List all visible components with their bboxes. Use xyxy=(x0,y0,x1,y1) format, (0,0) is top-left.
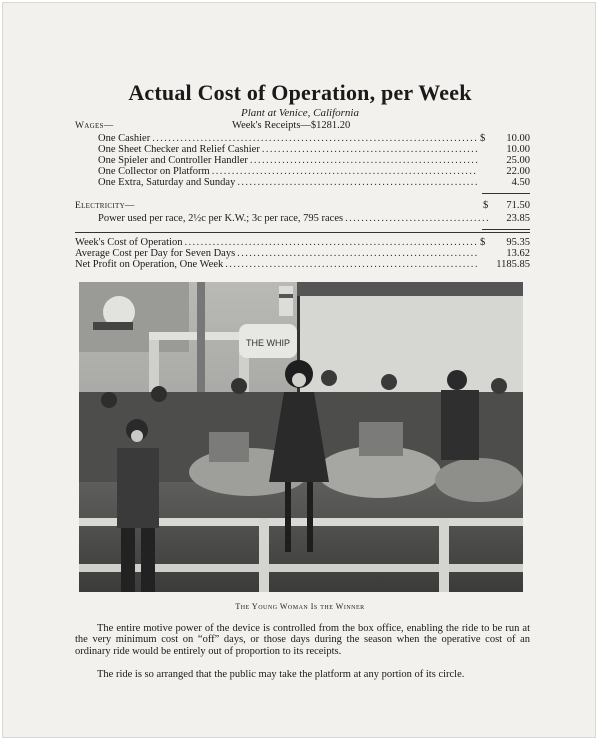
summary-amount: 1185.85 xyxy=(496,259,530,270)
leader-dots xyxy=(152,133,478,144)
electricity-label: Power used per race, 2½c per K.W.; 3c per race, 795 races xyxy=(98,213,344,224)
whip-sign-text: THE WHIP xyxy=(246,338,290,348)
summary-row-average-cost xyxy=(75,248,490,259)
leader-dots xyxy=(262,144,478,155)
wages-total-currency: $ xyxy=(483,200,489,211)
wage-amount: 25.00 xyxy=(506,155,530,166)
summary-amount: 13.62 xyxy=(506,248,530,259)
total-rule-1 xyxy=(482,229,530,230)
wage-amount: 10.00 xyxy=(506,144,530,155)
subtotal-rule xyxy=(482,193,530,194)
wage-label: One Sheet Checker and Relief Cashier xyxy=(98,144,260,155)
wage-label: One Cashier xyxy=(98,133,151,144)
wages-total: 71.50 xyxy=(506,200,530,211)
wage-amount: 4.50 xyxy=(511,177,530,188)
wage-label: One Extra, Saturday and Sunday xyxy=(98,177,236,188)
photo-caption: The Young Woman Is the Winner xyxy=(235,602,365,611)
wage-row-extra xyxy=(98,177,490,188)
wage-label: One Collector on Platform xyxy=(98,166,210,177)
page-title: Actual Cost of Operation, per Week xyxy=(128,80,472,105)
currency-sign: $ xyxy=(480,133,486,144)
total-rule-2 xyxy=(75,232,530,233)
electricity-amount: 23.85 xyxy=(506,213,530,224)
weeks-receipts: Week's Receipts—$1281.20 xyxy=(232,120,351,131)
summary-label: Average Cost per Day for Seven Days xyxy=(75,248,236,259)
wage-amount: 22.00 xyxy=(506,166,530,177)
leader-dots xyxy=(212,166,478,177)
leader-dots xyxy=(237,248,478,259)
body-paragraph-2: The ride is so arranged that the public may take the platform at any portion of its circle. xyxy=(97,669,465,680)
summary-row-net-profit xyxy=(75,259,490,270)
summary-amount: 95.35 xyxy=(506,237,530,248)
summary-label: Week's Cost of Operation xyxy=(75,237,183,248)
electricity-row xyxy=(98,213,490,224)
leader-dots xyxy=(237,177,478,188)
leader-dots xyxy=(345,213,488,224)
leader-dots xyxy=(250,155,478,166)
wage-row-cashier xyxy=(98,133,490,144)
wages-heading: Wages— xyxy=(75,121,114,131)
summary-row-weeks-cost xyxy=(75,237,490,248)
summary-label: Net Profit on Operation, One Week xyxy=(75,259,224,270)
leader-dots xyxy=(225,259,478,270)
photo-illustration xyxy=(79,282,523,592)
currency-sign: $ xyxy=(480,237,486,248)
page-subtitle: Plant at Venice, California xyxy=(241,107,359,119)
wage-row-collector xyxy=(98,166,490,177)
wage-amount: 10.00 xyxy=(506,133,530,144)
ride-photograph xyxy=(79,282,523,592)
wage-row-spieler xyxy=(98,155,490,166)
wage-label: One Spieler and Controller Handler xyxy=(98,155,248,166)
electricity-heading: Electricity— xyxy=(75,201,135,211)
leader-dots xyxy=(184,237,478,248)
body-paragraph-1: The entire motive power of the device is controlled from the box office, enabling the ride to be run at the very minimum cost on “off” days, or those days during the season when the operative cost of an ordinary ride would be entirely out of proportion to its receipts. xyxy=(75,623,530,657)
wage-row-sheet-checker xyxy=(98,144,490,155)
